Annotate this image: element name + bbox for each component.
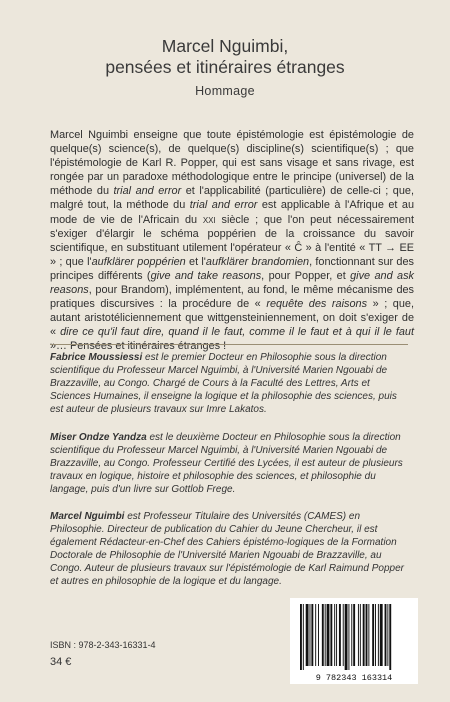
cover-header	[0, 36, 450, 98]
book-title	[0, 36, 450, 78]
book-title-line-2: pensées et itinéraires étranges	[105, 57, 345, 77]
summary-text: , pour Popper, et	[261, 269, 351, 282]
barcode-graphic	[290, 598, 418, 684]
barcode-bar	[366, 604, 368, 666]
bio-text: est Professeur Titulaire des Universités (CAMES) en Philosophie. Directeur de publication du Cahier du Jeune Chercheur, il est également Rédacteur-en-Chef des Cahiers épistémo-logiques de la Formation Doctorale de Philosophie de l'Université Marien Ngouabi de Brazzaville, au Congo. Auteur de plusieurs travaux sur l'épistémologie de Karl Raimund Popper et autres en philosophie de la logique et du langage.	[50, 511, 404, 587]
section-divider	[50, 344, 408, 345]
barcode-bar	[325, 604, 326, 666]
barcode-bar	[360, 604, 361, 666]
barcode-bar	[389, 604, 391, 670]
book-subtitle: Hommage	[195, 84, 255, 98]
bio-text: est le premier Docteur en Philosophie sous la direction scientifique du Professeur Marcel Nguimbi, à l'Université Marien Ngouabi de Brazzaville, au Congo. Chargé de Cours à la Faculté des Lettres, Arts et Sciences Humaines, il enseigne la logique et la philosophie des sciences, puis est auteur de plusieurs travaux sur Imre Lakatos.	[50, 352, 397, 415]
summary-emphasis: requête des raisons	[266, 298, 368, 311]
summary-emphasis: give and ask reasons	[50, 269, 414, 297]
barcode-bar	[315, 604, 316, 666]
barcode-bar	[303, 604, 304, 670]
author-name: Marcel Nguimbi	[50, 511, 125, 522]
summary-emphasis: dire ce qu'il faut dire, quand il le faut, comme il le faut et à qui il le faut	[60, 326, 414, 339]
summary-text: , pour Brandom), implémentent, au fond, le même mécanisme des pratiques discursives : la procédure de «	[50, 284, 414, 311]
summary-text: , fonctionnant sur des principes différents (	[50, 255, 414, 282]
bio-text: est le deuxième Docteur en Philosophie sous la direction scientifique du Professeur Marcel Nguimbi, à l'Université Marien Ngouabi de Brazzaville, au Congo. Professeur Certifié des Lycées, il est auteur de plusieurs travaux en logique, histoire et philosophie des sciences, et philosophie du langage, puis d'un livre sur Gottlob Frege.	[50, 432, 403, 495]
author-bio-nguimbi	[50, 511, 410, 588]
barcode-bar	[368, 604, 369, 666]
barcode-bar	[372, 604, 374, 666]
author-bio-ondze-yandza	[50, 432, 410, 497]
barcode-bar	[358, 604, 359, 666]
barcode-bar	[380, 604, 383, 666]
barcode-bar	[300, 604, 302, 670]
author-name: Fabrice Moussiessi	[50, 352, 143, 363]
barcode-bar	[311, 604, 313, 666]
author-bio-moussiessi	[50, 352, 410, 417]
barcode-bar	[348, 604, 349, 670]
century-numeral: xxi	[202, 213, 216, 226]
barcode-bar	[387, 604, 388, 666]
author-name: Miser Ondze Yandza	[50, 432, 147, 443]
summary-paragraph	[50, 128, 414, 354]
back-cover-summary	[50, 128, 414, 354]
summary-emphasis: trial and error	[113, 185, 182, 198]
summary-text: est applicable à l'Afrique et au mode de vie de l'Africain du	[50, 199, 414, 226]
barcode-bar	[353, 604, 355, 666]
bio-paragraph	[50, 432, 410, 497]
barcode-bar	[345, 604, 348, 670]
barcode-bar	[334, 604, 335, 666]
summary-emphasis: give and take reasons	[150, 269, 262, 282]
barcode-bar	[330, 604, 332, 666]
summary-text: et l'applicabilité (particulière) de celle-ci ; que, malgré tout, la méthode du	[50, 185, 414, 212]
barcode-bar	[318, 604, 319, 666]
barcode-bar	[378, 604, 379, 666]
summary-text: Marcel Nguimbi enseigne que toute épistémologie est épistémologie de quelque(s) science(s), de quelque(s) discipline(s) scientifique(s) ; que l'épistémologie de Karl R. Popper, qui est sans visage et sans rivage, est rongée par un paradoxe méthodologique entre le principe (universel) de la méthode du	[50, 129, 414, 198]
summary-text: »… Pensées et itinéraires étranges !	[50, 340, 227, 353]
barcode-bar	[351, 604, 352, 666]
barcode-bar	[327, 604, 330, 666]
barcode-bar	[306, 604, 309, 666]
barcode-bar	[343, 604, 344, 666]
isbn-number: ISBN : 978-2-343-16331-4	[50, 640, 156, 650]
barcode-bar	[363, 604, 365, 666]
summary-emphasis: aufklärer poppérien	[91, 255, 186, 268]
barcode-bar	[385, 604, 387, 666]
barcode-bar	[336, 604, 337, 666]
ean-barcode	[290, 598, 418, 684]
book-title-line-1: Marcel Nguimbi,	[161, 36, 289, 56]
barcode-bar	[375, 604, 376, 666]
barcode-bar	[339, 604, 341, 666]
summary-emphasis: aufklärer brandomien	[205, 255, 310, 268]
barcode-digits: 9 782343 163314	[315, 673, 393, 683]
summary-emphasis: trial and error	[189, 199, 258, 212]
summary-text: siècle ; que l'on peut nécessairement s'exiger d'élargir le schéma poppérien de la croissance du savoir scientifique, en substituant utilement l'opérateur « Ĉ » à l'entité « TT → EE » ; que l'	[50, 213, 414, 268]
barcode-bar	[322, 604, 324, 666]
bio-paragraph	[50, 511, 410, 588]
bio-paragraph	[50, 352, 410, 417]
summary-text: » ; que, autant aristotéliciennement que wittgensteiniennement, on doit s'exiger de «	[50, 298, 415, 339]
book-price: 34 €	[50, 656, 72, 668]
barcode-bar	[310, 604, 311, 666]
summary-text: et l'	[185, 255, 206, 268]
